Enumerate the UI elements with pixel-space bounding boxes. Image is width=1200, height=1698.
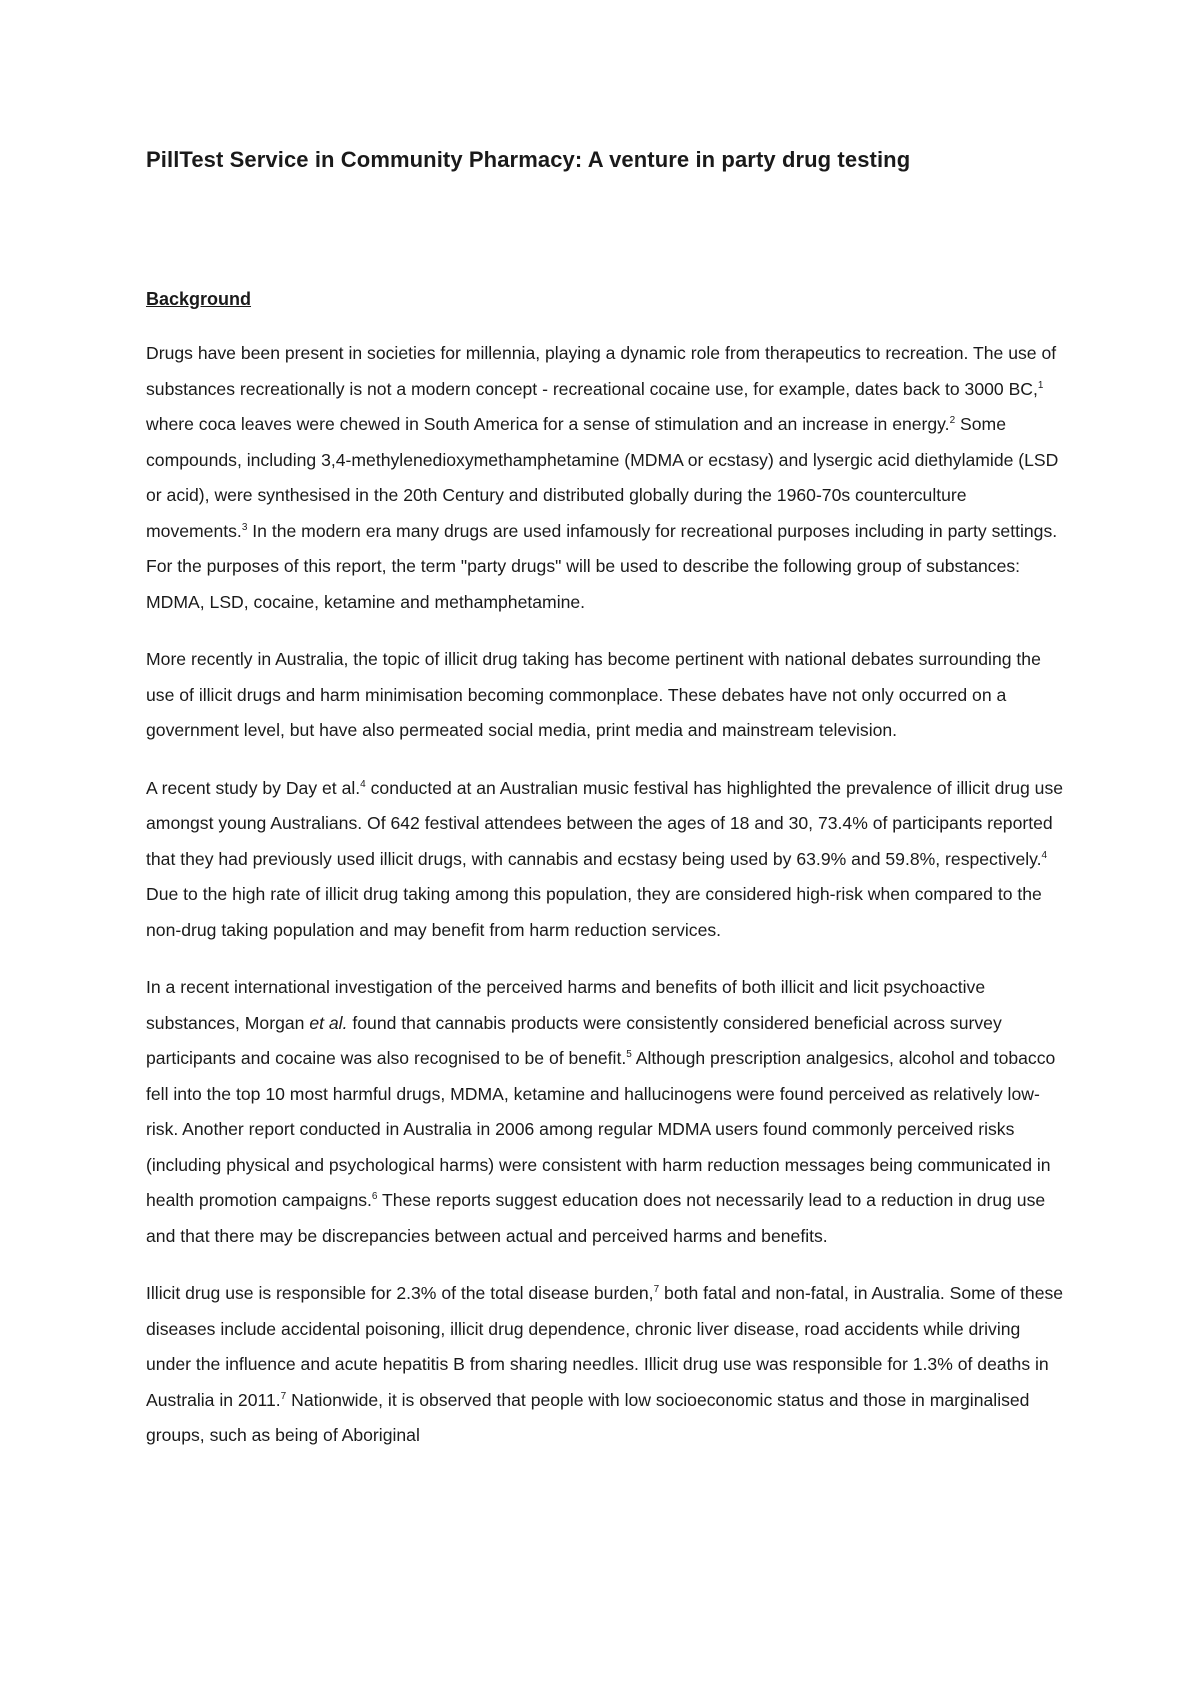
citation-superscript: 6 [371, 1191, 378, 1203]
citation-superscript: 1 [1037, 379, 1044, 391]
paragraph [146, 970, 1066, 1254]
section-heading-background: Background [146, 289, 252, 309]
emphasis-text: et al. [309, 1012, 348, 1033]
paragraph-text: conducted at an Australian music festival has highlighted the prevalence of illicit drug use amongst young Australians. Of 642 festival attendees between the ages of 18 and 30, 73.4% of participants reported that they had previously used illicit drugs, with cannabis and ecstasy being used by 63.9% and 59.8%, respectively. [146, 777, 1064, 869]
paragraph-text: Although prescription analgesics, alcohol and tobacco fell into the top 10 most harmful drugs, MDMA, ketamine and hallucinogens were found perceived as relatively low-risk. Another report conducted in Australia in 2006 among regular MDMA users found commonly perceived risks (including physical and psychological harms) were consistent with harm reduction messages being communicated in health promotion campaigns. [146, 1048, 1056, 1210]
citation-superscript: 5 [626, 1049, 632, 1061]
document-page [146, 138, 1066, 1454]
document-title: PillTest Service in Community Pharmacy: A venture in party drug testing [146, 147, 911, 172]
paragraph-text: where coca leaves were chewed in South America for a sense of stimulation and an increase in energy. [146, 414, 950, 434]
paragraph [146, 771, 1066, 949]
paragraph-text: In a recent international investigation of the perceived harms and benefits of both illicit and licit psychoactive substances, Morgan [146, 977, 986, 1033]
paragraph [146, 1276, 1066, 1454]
paragraph-text: found that cannabis products were consistently considered beneficial across survey participants and cocaine was also recognised to be of benefit. [146, 1012, 1002, 1068]
paragraph-text: In the modern era many drugs are used infamously for recreational purposes including in party settings. For the purposes of this report, the term "party drugs" will be used to describe the following group of substances: MDMA, LSD, cocaine, ketamine and methamphetamine. [146, 520, 1058, 612]
paragraph-text: These reports suggest education does not necessarily lead to a reduction in drug use and that there may be discrepancies between actual and perceived harms and benefits. [146, 1190, 1046, 1246]
citation-superscript: 7 [653, 1284, 660, 1296]
citation-superscript: 2 [949, 415, 956, 427]
body-text [146, 336, 1066, 1454]
paragraph-text: More recently in Australia, the topic of illicit drug taking has become pertinent with national debates surrounding the use of illicit drugs and harm minimisation becoming commonplace. These debates have not only occurred on a government level, but have also permeated social media, print media and mainstream television. [146, 649, 1041, 740]
paragraph-text: Drugs have been present in societies for millennia, playing a dynamic role from therapeutics to recreation. The use of substances recreationally is not a modern concept - recreational cocaine use, for example, dates back to 3000 BC, [146, 343, 1057, 399]
citation-superscript: 4 [1041, 849, 1048, 861]
paragraph-text: both fatal and non-fatal, in Australia. Some of these diseases include accidental poisoning, illicit drug dependence, chronic liver disease, road accidents while driving under the influence and acute hepatitis B from sharing needles. Illicit drug use was responsible for 1.3% of deaths in Australia in 2011. [146, 1283, 1064, 1410]
paragraph-text: Some compounds, including 3,4-methylenedioxymethamphetamine (MDMA or ecstasy) and lysergic acid diethylamide (LSD or acid), were synthesised in the 20th Century and distributed globally during the 1960-70s counterculture movements. [146, 414, 1059, 541]
paragraph-text: Illicit drug use is responsible for 2.3% of the total disease burden, [146, 1283, 654, 1303]
citation-superscript: 3 [241, 521, 248, 533]
paragraph-text: A recent study by Day et al. [146, 777, 361, 798]
citation-superscript: 4 [360, 778, 366, 790]
citation-superscript: 7 [280, 1390, 287, 1402]
paragraph [146, 642, 1066, 749]
paragraph-text: Nationwide, it is observed that people with low socioeconomic status and those in marginalised groups, such as being of Aboriginal [146, 1389, 1030, 1445]
paragraph [146, 336, 1066, 620]
paragraph-text: Due to the high rate of illicit drug taking among this population, they are considered high-risk when compared to the non-drug taking population and may benefit from harm reduction services. [146, 884, 1042, 940]
